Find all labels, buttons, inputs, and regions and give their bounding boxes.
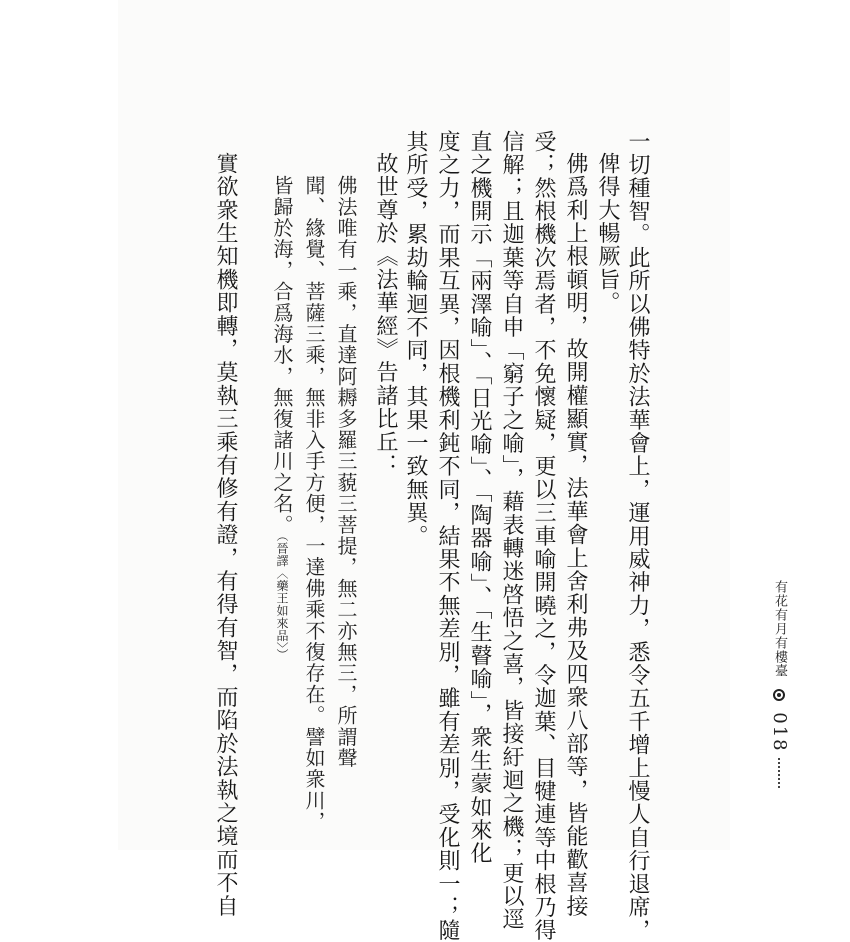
- quote-column-3: [272, 175, 292, 661]
- book-title: 有花有月有樓臺: [772, 580, 787, 678]
- page-number: 018: [769, 712, 790, 753]
- quote-column-2: 聞、緣覺、菩薩三乘，無非入手方便，一達佛乘不復存在。譬如衆川，: [302, 175, 326, 833]
- text-column-8: 其所受，累劫輪迴不同，其果一致無異。: [403, 130, 428, 548]
- book-page: [118, 0, 790, 942]
- text-column-9: 故世尊於《法華經》告諸比丘：: [373, 152, 398, 477]
- running-footer: [770, 580, 788, 788]
- text-column-1: 一切種智。此所以佛特於法華會上，運用威神力，悉令五千增上慢人自行退席，: [625, 130, 650, 942]
- quote-column-1: 佛法唯有一乘，直達阿耨多羅三藐三菩提，無二亦無三，所謂聲: [334, 175, 358, 769]
- text-column-2: 俾得大暢厥旨。: [595, 152, 620, 315]
- text-column-6: 直之機開示「兩澤喻」、「日光喻」、「陶器喻」、「生瞽喻」，衆生蒙如來化: [467, 130, 492, 865]
- text-column-4: 受；然根機次焉者，不免懷疑，更以三車喻開曉之，令迦葉、目犍連等中根乃得: [531, 130, 556, 942]
- text-column-final: 實欲衆生知機即轉，莫執三乘有修有證，有得有智，而陷於法執之境而不自: [213, 152, 238, 918]
- quote-line-text: 皆歸於海，合爲海水，無復諸川之名。: [270, 175, 294, 536]
- bullet-icon: [773, 689, 785, 701]
- text-column-7: 度之力，而果互異，因根機利鈍不同，結果不無差別，雖有差別，受化則一；隨: [435, 130, 460, 942]
- text-column-5: 信解；且迦葉等自申「窮子之喻」，藉表轉迷啓悟之喜，皆接紆迴之機；更以逕: [499, 130, 524, 931]
- source-citation: （晉譯〈藥王如來品〉）: [275, 535, 289, 661]
- text-column-3: 佛爲利上根頓明，故開權顯實，法華會上舍利弗及四衆八部等，皆能歡喜接: [563, 152, 588, 918]
- dotted-rule: [778, 758, 780, 788]
